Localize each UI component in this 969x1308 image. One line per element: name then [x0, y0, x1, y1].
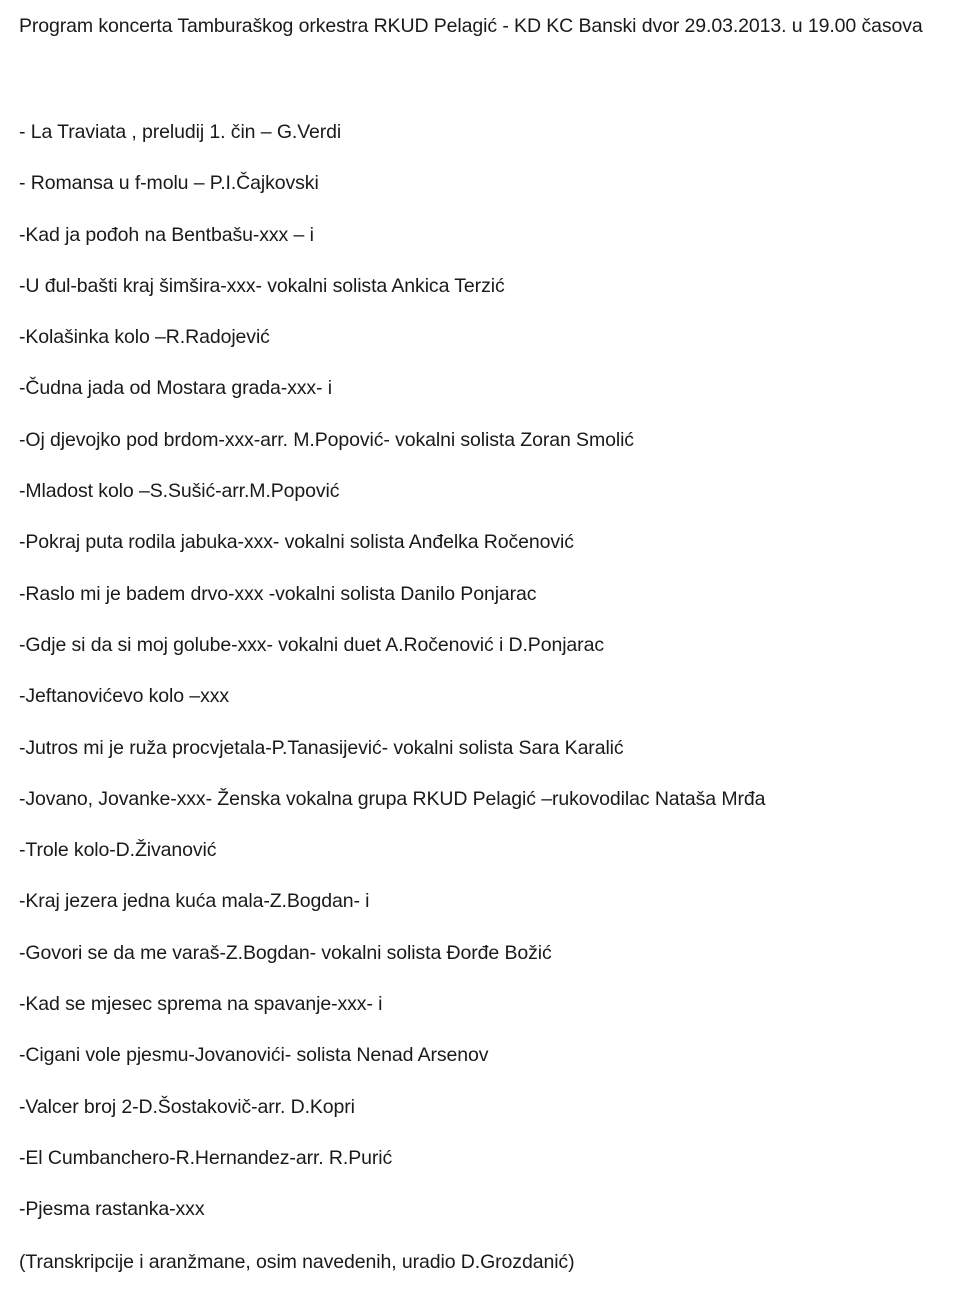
program-item: -Kraj jezera jedna kuća mala-Z.Bogdan- i — [19, 890, 370, 913]
program-item: -Valcer broj 2-D.Šostakovič-arr. D.Kopri — [19, 1095, 355, 1118]
program-item: -El Cumbanchero-R.Hernandez-arr. R.Purić — [19, 1146, 393, 1169]
program-item: -Čudna jada od Mostara grada-xxx- i — [19, 377, 332, 400]
program-list — [19, 117, 765, 1246]
program-item: -Pokraj puta rodila jabuka-xxx- vokalni solista Anđelka Ročenović — [19, 531, 574, 554]
program-item: -Jeftanovićevo kolo –xxx — [19, 685, 230, 708]
footer-note: (Transkripcije i aranžmane, osim navedenih, uradio D.Grozdanić) — [19, 1251, 575, 1273]
program-item: -Raslo mi je badem drvo-xxx -vokalni solista Danilo Ponjarac — [19, 582, 537, 605]
document-title: Program koncerta Tamburaškog orkestra RKUD Pelagić - KD KC Banski dvor 29.03.2013. u 19.00 časova — [19, 15, 923, 37]
program-item: -Pjesma rastanka-xxx — [19, 1198, 205, 1221]
program-item: -Jutros mi je ruža procvjetala-P.Tanasijević- vokalni solista Sara Karalić — [19, 736, 624, 759]
program-item: -Kad ja pođoh na Bentbašu-xxx – i — [19, 223, 314, 246]
program-item: -Oj djevojko pod brdom-xxx-arr. M.Popović- vokalni solista Zoran Smolić — [19, 428, 634, 451]
program-item: -Jovano, Jovanke-xxx- Ženska vokalna grupa RKUD Pelagić –rukovodilac Nataša Mrđa — [19, 787, 766, 810]
program-item: -Kolašinka kolo –R.Radojević — [19, 326, 270, 349]
program-item: -Mladost kolo –S.Sušić-arr.M.Popović — [19, 480, 340, 503]
program-item: -Gdje si da si moj golube-xxx- vokalni duet A.Ročenović i D.Ponjarac — [19, 633, 604, 656]
program-item: -Govori se da me varaš-Z.Bogdan- vokalni solista Đorđe Božić — [19, 941, 552, 964]
program-item: -Kad se mjesec sprema na spavanje-xxx- i — [19, 993, 383, 1016]
program-item: -U đul-bašti kraj šimšira-xxx- vokalni solista Ankica Terzić — [19, 274, 505, 297]
program-item: -Cigani vole pjesmu-Jovanovići- solista Nenad Arsenov — [19, 1044, 489, 1067]
program-item: - Romansa u f-molu – P.I.Čajkovski — [19, 172, 319, 195]
program-item: - La Traviata , preludij 1. čin – G.Verdi — [19, 121, 342, 143]
program-item: -Trole kolo-D.Živanović — [19, 839, 217, 862]
